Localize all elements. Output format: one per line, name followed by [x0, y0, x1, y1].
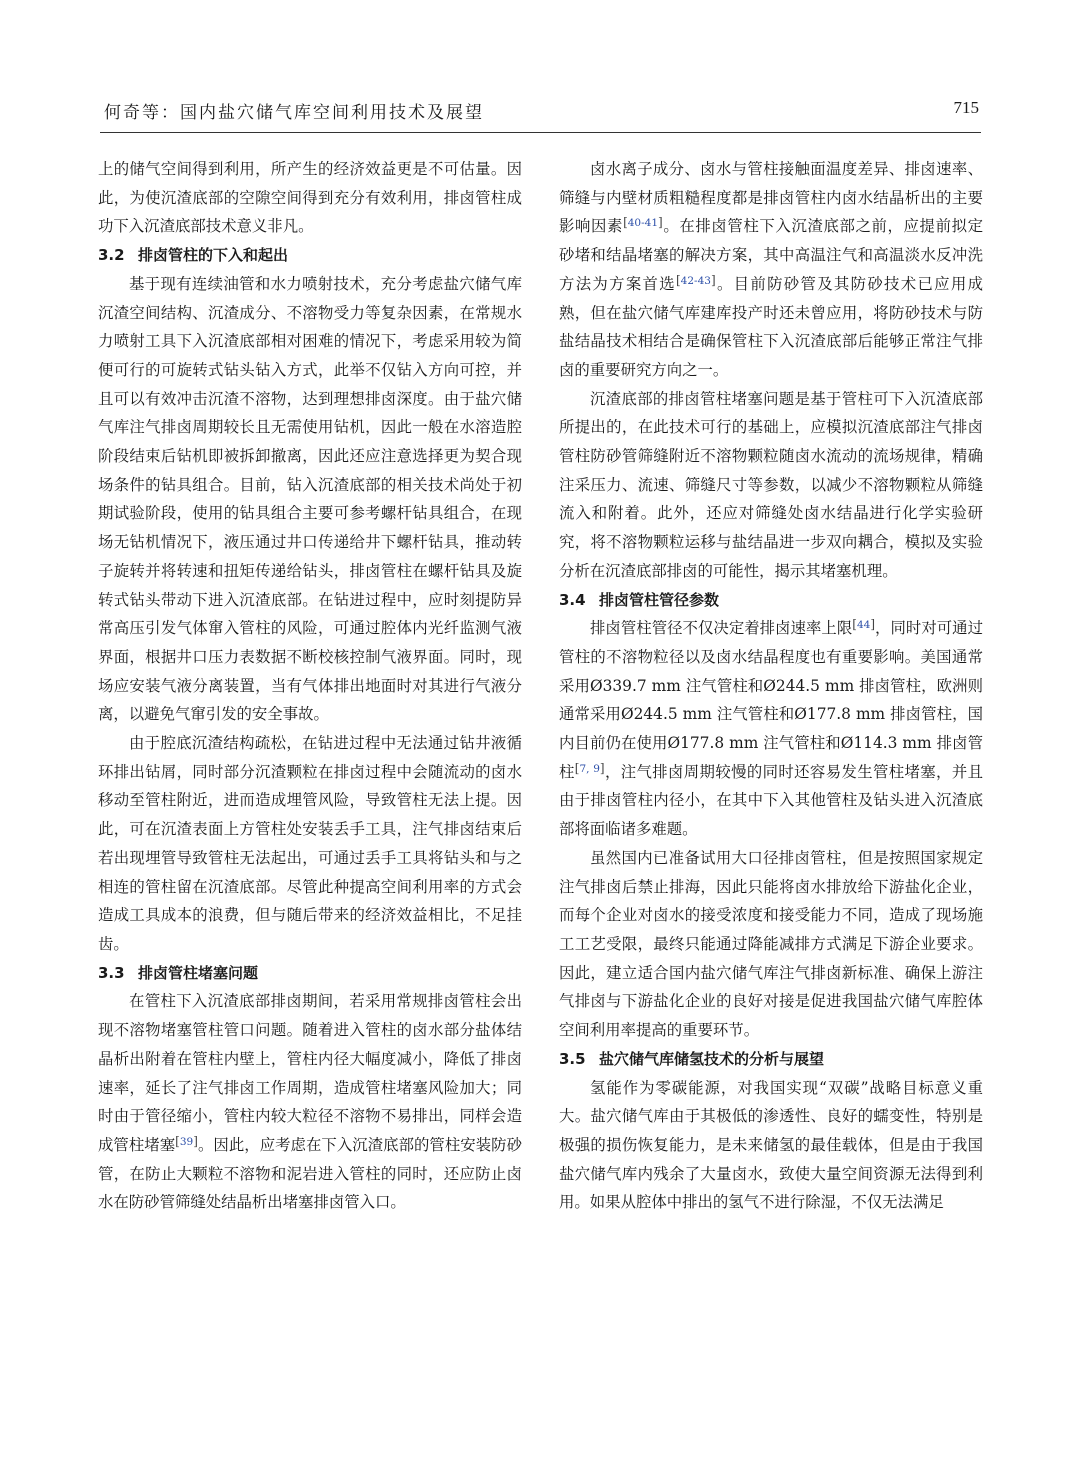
section-heading-3-2	[98, 241, 522, 270]
paragraph: 在管柱下入沉渣底部排卤期间，若采用常规排卤管柱会出现不溶物堵塞管柱管口问题。随着进入管柱的卤水部分盐体结晶析出附着在管柱内壁上，管柱内径大幅度减小，降低了排卤速率，延长了注气排卤工作周期，造成管柱堵塞风险加大；同时由于管径缩小，管柱内较大粒径不溶物不易排出，同样会造成管柱堵塞[39]。因此，应考虑在下入沉渣底部的管柱安装防砂管，在防止大颗粒不溶物和泥岩进入管柱的同时，还应防止卤水在防砂管筛缝处结晶析出堵塞排卤管入口。	[98, 992, 522, 1212]
section-heading-3-3	[98, 959, 522, 988]
paragraph: 卤水离子成分、卤水与管柱接触面温度差异、排卤速率、筛缝与内壁材质粗糙程度都是排卤管柱内卤水结晶析出的主要影响因素[40-41]。在排卤管柱下入沉渣底部之前，应提前拟定砂堵和结晶堵塞的解决方案，其中高温注气和高温淡水反冲洗方法为方案首选[42-43]。目前防砂管及其防砂技术已应用成熟，但在盐穴储气库建库投产时还未曾应用，将防砂技术与防盐结晶技术相结合是确保管柱下入沉渣底部后能够正常注气排卤的重要研究方向之一。	[559, 160, 983, 379]
paragraph-text: 排卤管柱管径不仅决定着排卤速率上限	[590, 619, 853, 638]
running-header	[100, 92, 981, 133]
page-number: 715	[953, 98, 979, 117]
section-number: 3.5	[559, 1049, 586, 1068]
paragraph-text: ，同时对可通过管柱的不溶物粒径以及卤水结晶程度也有重要影响。美国通常采用Ø339.7 mm 注气管柱和Ø244.5 mm 排卤管柱，欧洲则通常采用Ø244.5 mm 注气管柱和Ø177.8 mm 排卤管柱，国内目前仍在使用Ø177.8 mm 注气管柱和Ø114.3 mm 排卤管柱	[559, 619, 983, 781]
citation-link[interactable]: 44	[856, 619, 871, 632]
section-number: 3.2	[98, 246, 125, 265]
citation-link[interactable]: 39	[179, 1135, 194, 1148]
paragraph-text: 。因此，应考虑在下入沉渣底部的管柱安装防砂管，在防止大颗粒不溶物和泥岩进入管柱的同时，还应防止卤水在防砂管筛缝处结晶析出堵塞排卤管入口。	[98, 1135, 522, 1212]
paragraph: 排卤管柱管径不仅决定着排卤速率上限[44]，同时对可通过管柱的不溶物粒径以及卤水结晶程度也有重要影响。美国通常采用Ø339.7 mm 注气管柱和Ø244.5 mm 排卤管柱，欧洲则通常采用Ø244.5 mm 注气管柱和Ø177.8 mm 排卤管柱，国内目前仍在使用Ø177.8 mm 注气管柱和Ø114.3 mm 排卤管柱[7, 9]，注气排卤周期较慢的同时还容易发生管柱堵塞，并且由于排卤管柱内径小，在其中下入其他管柱及钻头进入沉渣底部将面临诸多难题。	[559, 617, 983, 839]
paragraph: 基于现有连续油管和水力喷射技术，充分考虑盐穴储气库沉渣空间结构、沉渣成分、不溶物受力等复杂因素，在常规水力喷射工具下入沉渣底部相对困难的情况下，考虑采用较为简便可行的可旋转式钻头钻入方式，此举不仅钻入方向可控，并且可以有效冲击沉渣不溶物，达到理想排卤深度。由于盐穴储气库注气排卤周期较长且无需使用钻机，因此一般在水溶造腔阶段结束后钻机即被拆卸撤离，因此还应注意选择更为契合现场条件的钻具组合。目前，钻入沉渣底部的相关技术尚处于初期试验阶段，使用的钻具组合主要可参考螺杆钻具组合，在现场无钻机情况下，液压通过井口传递给井下螺杆钻具，推动转子旋转并将转速和扭矩传递给钻头，排卤管柱在螺杆钻具及旋转式钻头带动下进入沉渣底部。在钻进过程中，应时刻提防异常高压引发气体窜入管柱的风险，可通过腔体内光纤监测气液界面，根据井口压力表数据不断校核控制气液界面。同时，现场应安装气液分离装置，当有气体排出地面时对其进行气液分离，以避免气窜引发的安全事故。	[98, 274, 522, 724]
section-title: 排卤管柱的下入和起出	[138, 246, 289, 265]
section-title: 排卤管柱管径参数	[599, 590, 720, 609]
citation-link[interactable]: 42-43	[680, 274, 711, 287]
section-title: 盐穴储气库储氢技术的分析与展望	[599, 1049, 825, 1068]
section-number: 3.4	[559, 590, 586, 609]
paragraph: 沉渣底部的排卤管柱堵塞问题是基于管柱可下入沉渣底部所提出的，在此技术可行的基础上，应模拟沉渣底部注气排卤管柱防砂管筛缝附近不溶物颗粒随卤水流动的流场规律，精确注采压力、流速、筛缝尺寸等参数，以减少不溶物颗粒从筛缝流入和附着。此外，还应对筛缝处卤水结晶进行化学实验研究，将不溶物颗粒运移与盐结晶进一步双向耦合，模拟及实验分析在沉渣底部排卤的可能性，揭示其堵塞机理。	[559, 389, 983, 580]
running-title: 何奇等：国内盐穴储气库空间利用技术及展望	[104, 103, 484, 123]
paragraph-text: 卤水离子成分、卤水与管柱接触面温度差异、排卤速率、筛缝与内壁材质粗糙程度都是排卤管柱内卤水结晶析出的主要影响因素	[559, 160, 983, 236]
paragraph-text: 在管柱下入沉渣底部排卤期间，若采用常规排卤管柱会出现不溶物堵塞管柱管口问题。随着进入管柱的卤水部分盐体结晶析出附着在管柱内壁上，管柱内径大幅度减小，降低了排卤速率，延长了注气排卤工作周期，造成管柱堵塞风险加大；同时由于管径缩小，管柱内较大粒径不溶物不易排出，同样会造成管柱堵塞	[98, 992, 522, 1154]
left-column	[98, 155, 522, 1217]
paragraph: 由于腔底沉渣结构疏松，在钻进过程中无法通过钻井液循环排出钻屑，同时部分沉渣颗粒在排卤过程中会随流动的卤水移动至管柱附近，进而造成埋管风险，导致管柱无法上提。因此，可在沉渣表面上方管柱处安装丢手工具，注气排卤结束后若出现埋管导致管柱无法起出，可通过丢手工具将钻头和与之相连的管柱留在沉渣底部。尽管此种提高空间利用率的方式会造成工具成本的浪费，但与随后带来的经济效益相比，不足挂齿。	[98, 734, 522, 953]
paragraph: 氢能作为零碳能源，对我国实现“双碳”战略目标意义重大。盐穴储气库由于其极低的渗透性、良好的蠕变性，特别是极强的损伤恢复能力，是未来储氢的最佳载体，但是由于我国盐穴储气库内残余了大量卤水，致使大量空间资源无法得到利用。如果从腔体中排出的氢气不进行除湿，不仅无法满足	[559, 1078, 983, 1212]
paragraph-text: 。在排卤管柱下入沉渣底部之前，应提前拟定砂堵和结晶堵塞的解决方案，其中高温注气和高温淡水反冲洗方法为方案首选	[559, 217, 983, 293]
paragraph-text: ，注气排卤周期较慢的同时还容易发生管柱堵塞，并且由于排卤管柱内径小，在其中下入其他管柱及钻头进入沉渣底部将面临诸多难题。	[559, 762, 983, 839]
section-heading-3-5	[559, 1045, 983, 1074]
paragraph-text: 。目前防砂管及其防砂技术已应用成熟，但在盐穴储气库建库投产时还未曾应用，将防砂技术与防盐结晶技术相结合是确保管柱下入沉渣底部后能够正常注气排卤的重要研究方向之一。	[559, 274, 983, 379]
section-title: 排卤管柱堵塞问题	[138, 963, 259, 982]
section-heading-3-4	[559, 586, 983, 615]
section-number: 3.3	[98, 963, 125, 982]
citation-link[interactable]: 7, 9	[579, 762, 600, 775]
paragraph-continued: 上的储气空间得到利用，所产生的经济效益更是不可估量。因此，为使沉渣底部的空隙空间得到充分有效利用，排卤管柱成功下入沉渣底部技术意义非凡。	[98, 160, 522, 236]
right-column	[559, 155, 983, 1217]
paragraph: 虽然国内已准备试用大口径排卤管柱，但是按照国家规定注气排卤后禁止排海，因此只能将卤水排放给下游盐化企业，而每个企业对卤水的接受浓度和接受能力不同，造成了现场施工工艺受限，最终只能通过降能减排方式满足下游企业要求。因此，建立适合国内盐穴储气库注气排卤新标准、确保上游注气排卤与下游盐化企业的良好对接是促进我国盐穴储气库腔体空间利用率提高的重要环节。	[559, 848, 983, 1040]
citation-link[interactable]: 40-41	[627, 217, 659, 230]
